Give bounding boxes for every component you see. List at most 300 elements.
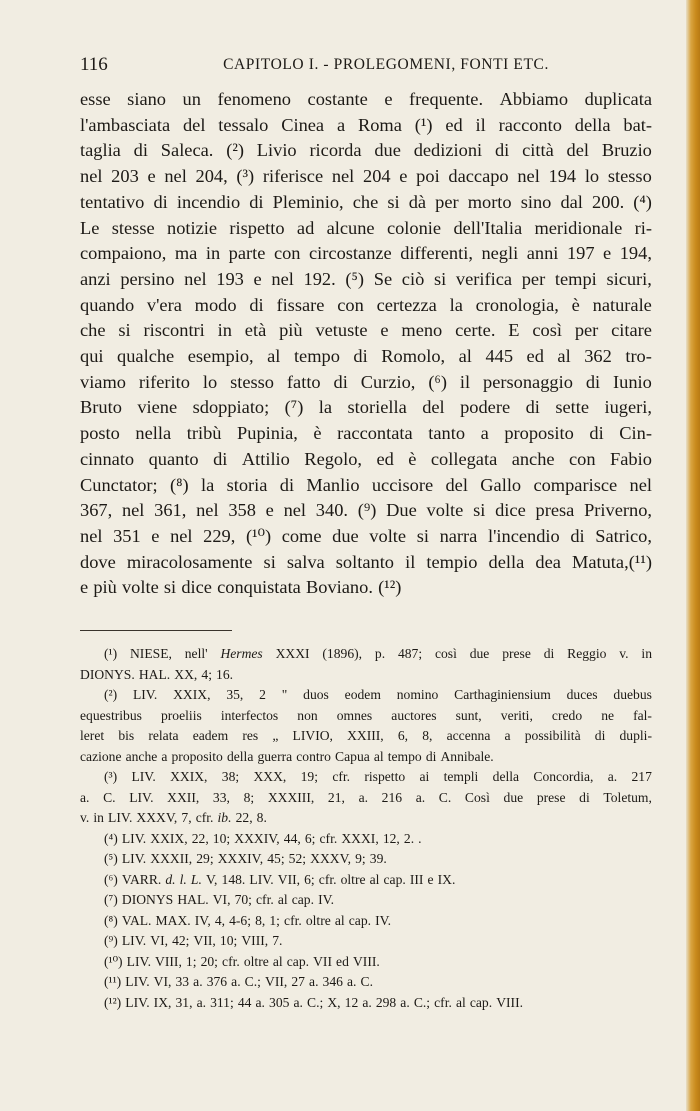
word: e <box>603 243 612 264</box>
word: di <box>589 423 604 444</box>
word: rispetto <box>229 217 285 238</box>
word: daccapo <box>448 166 509 187</box>
footnote-word: a. <box>80 789 90 805</box>
footnote-word: cap. <box>291 892 314 907</box>
footnote-word: proposito <box>171 748 223 764</box>
word: al <box>557 346 571 367</box>
footnote-word: contro <box>296 748 331 764</box>
footnote-word: cazione <box>80 748 122 764</box>
word: (⁷) <box>284 397 304 418</box>
word: parte <box>228 243 266 264</box>
word: cronologia, <box>475 294 559 315</box>
footnote-word: cfr. <box>195 810 214 825</box>
footnote-line <box>80 747 652 768</box>
footnote-word: LIV. <box>131 769 156 784</box>
word: come <box>281 525 322 546</box>
footnote-word: IX, <box>153 994 172 1010</box>
footnote-word: (¹) <box>104 646 118 661</box>
word: (⁸) <box>169 474 189 495</box>
word: circostanze <box>309 243 392 264</box>
footnote-word: 19; <box>300 769 318 784</box>
footnote-word: ne <box>601 707 615 723</box>
footnote-word: p. <box>374 646 386 661</box>
footnote-word: VII <box>313 953 332 969</box>
footnote-word: 6; <box>304 871 315 887</box>
word: per <box>435 191 459 212</box>
footnote-word: cfr. <box>284 912 302 928</box>
footnote-word: (⁷) <box>104 892 118 907</box>
footnote-word: in <box>641 646 652 661</box>
word: anni <box>526 243 559 264</box>
word: nel <box>80 166 103 187</box>
footnote-word: della <box>492 769 520 784</box>
footnote-word: cap. <box>286 953 310 969</box>
footnote-word: LIV. <box>126 953 151 969</box>
footnote-word: 29; <box>196 851 214 866</box>
footnote-word: v. <box>619 646 629 661</box>
footnote-word: cfr. <box>222 953 240 969</box>
footnote-word: veriti, <box>500 707 533 723</box>
word: poi <box>416 166 440 187</box>
word: E <box>508 320 520 341</box>
word: ri- <box>634 217 652 238</box>
footnote-word: 8, <box>255 912 266 928</box>
footnote-line <box>80 931 652 952</box>
word: fatto <box>286 371 321 392</box>
word: ciò <box>401 268 425 289</box>
text-line <box>80 344 652 370</box>
word: dove <box>80 551 116 572</box>
word: Matuta,(¹¹) <box>571 551 652 572</box>
footnote-word: LIV. <box>121 830 147 846</box>
footnote-word: e <box>427 871 434 887</box>
word: della <box>574 114 611 135</box>
footnote-word: di <box>543 646 555 661</box>
word: di <box>333 371 348 392</box>
footnote-word: IV. <box>318 892 335 907</box>
text-line <box>80 293 652 319</box>
word: alcune <box>326 217 375 238</box>
text-line <box>80 267 652 293</box>
word: di <box>249 191 264 212</box>
word: tentativo <box>80 191 145 212</box>
footnote-word: fal- <box>633 707 652 723</box>
text-line <box>80 395 652 421</box>
word: (⁴) <box>633 191 652 212</box>
footnote-word: VIII, <box>155 953 182 969</box>
footnote-word: DIONYS. <box>80 666 135 682</box>
word: vetuste <box>315 320 368 341</box>
footnote-word: VIII, <box>241 933 269 948</box>
word: si <box>263 551 276 572</box>
word: del <box>422 397 445 418</box>
footnote-word: 27 <box>291 974 305 989</box>
word: 193 <box>216 268 244 289</box>
word: l'incendio <box>487 525 560 546</box>
page-edge <box>686 0 700 1111</box>
word: incendio <box>176 191 241 212</box>
footnote-word: possibilità <box>524 728 581 743</box>
footnote-word: eodem <box>344 687 381 702</box>
footnote-word: sunt, <box>455 707 482 723</box>
word: Saleca. <box>160 140 214 161</box>
word: dice <box>495 500 526 521</box>
footnote-word: al <box>455 994 466 1010</box>
word: quando <box>80 294 135 315</box>
word: è <box>313 423 322 444</box>
word: si <box>163 577 177 598</box>
word: siano <box>127 89 166 109</box>
footnote-word: a. <box>347 974 357 989</box>
word: di <box>213 448 228 469</box>
footnote-word: 70; <box>234 892 252 907</box>
footnote-word: VII, <box>265 974 288 989</box>
word: Romolo, <box>381 346 446 367</box>
word: racconto <box>498 114 562 135</box>
word: lo <box>202 371 218 392</box>
word: meridionale <box>534 217 623 238</box>
footnote-word: XX, <box>174 666 198 682</box>
footnote-word: X, <box>327 994 341 1010</box>
word: è <box>408 448 417 469</box>
word: Abbiamo <box>499 89 569 109</box>
footnote-word: VIII. <box>352 953 380 969</box>
word: raccontata <box>337 423 413 444</box>
footnote-word: l. <box>179 871 187 887</box>
text-line <box>80 498 652 524</box>
word: 367, <box>80 500 113 521</box>
footnote-word: a. <box>255 994 265 1010</box>
footnote-word: IX. <box>437 871 456 887</box>
word: e <box>265 500 274 521</box>
footnote-word: XXXIV, <box>234 830 280 846</box>
word: quanto <box>148 448 199 469</box>
word: nel <box>331 166 355 187</box>
word: 362 <box>584 346 612 367</box>
word: differenti, <box>400 243 473 264</box>
word: conquistata <box>217 577 301 598</box>
word: di <box>133 140 148 161</box>
word: a <box>336 114 346 135</box>
footnote-word: prese <box>502 646 531 661</box>
footnote-word: prese <box>536 789 566 805</box>
word: nel <box>629 474 652 495</box>
footnote-word: HAL. <box>177 892 209 907</box>
footnote-word: VII, <box>193 933 216 948</box>
footnote-word: a. <box>362 994 372 1010</box>
footnote-word: (²) <box>104 687 118 702</box>
word: il <box>405 551 416 572</box>
word: compaiono, <box>80 243 167 264</box>
word: dà <box>408 191 427 212</box>
word: certezza <box>376 294 437 315</box>
word: sicuri, <box>606 268 652 289</box>
footnote-word: duos <box>303 687 329 702</box>
running-head: CAPITOLO I. - PROLEGOMENI, FONTI ETC. <box>223 56 549 73</box>
word: 204, <box>195 166 228 187</box>
footnote-word: Toletum, <box>603 789 652 805</box>
word: Pupinia, <box>237 423 298 444</box>
footnote-word: cfr. <box>256 892 274 907</box>
footnote-word: 38; <box>221 769 240 784</box>
footnote-word: due <box>469 646 490 661</box>
word: posto <box>80 423 120 444</box>
footnote-word: rispetto <box>364 769 406 784</box>
word: (¹) <box>414 114 433 135</box>
word: naturale <box>592 294 652 315</box>
footnote-word: (⁴) <box>104 830 118 846</box>
footnote-word: 148. <box>221 871 246 887</box>
footnote-word: leret <box>80 728 105 743</box>
footnote-word: Così <box>464 789 490 805</box>
word: e <box>399 166 408 187</box>
word: è <box>571 294 580 315</box>
word: si <box>473 500 486 521</box>
word: e <box>253 268 262 289</box>
word: ed <box>526 346 544 367</box>
word: miracolosamente <box>126 551 253 572</box>
word: la <box>449 294 463 315</box>
word: del <box>445 474 468 495</box>
word: 197 <box>566 243 595 264</box>
footnote-word: 1; <box>185 953 197 969</box>
footnote-word: di <box>594 728 606 743</box>
footnote-word: LIV. <box>132 687 158 702</box>
footnote-word: auctores <box>391 707 437 723</box>
word: la <box>200 474 215 495</box>
footnote-word: XXIX, <box>150 830 188 846</box>
footnote-word: cap. <box>383 871 406 887</box>
footnote-word: HAL. <box>138 666 171 682</box>
word: Curzio, <box>360 371 416 392</box>
word: tro- <box>625 346 652 367</box>
word: soltanto <box>335 551 394 572</box>
word: dice <box>181 577 212 598</box>
word: costante <box>307 89 368 109</box>
word: la <box>318 397 333 418</box>
footnote-word: cfr. <box>319 830 338 846</box>
footnote-word: nomino <box>396 687 439 702</box>
word: ricorda <box>309 140 362 161</box>
footnote-word: 33 <box>175 974 190 989</box>
footnote-word: 33, <box>212 789 230 805</box>
word: Cin- <box>619 423 652 444</box>
word: 200. <box>592 191 625 212</box>
word: nel <box>184 268 207 289</box>
word: Le <box>80 217 100 238</box>
word: nel <box>283 500 307 521</box>
word: che <box>80 320 106 341</box>
word: collegata <box>430 448 498 469</box>
word: al <box>458 346 472 367</box>
footnote-line <box>80 726 652 747</box>
word: volte <box>369 525 407 546</box>
footnote-word: DIONYS <box>121 892 174 907</box>
word: del <box>182 114 206 135</box>
footnote-word: 487; <box>397 646 423 661</box>
word: dedizioni <box>413 140 483 161</box>
word: morto <box>467 191 512 212</box>
footnote-word: 217 <box>631 769 652 784</box>
footnote-word: ed <box>336 953 349 969</box>
footnote-word: VIII. <box>496 994 523 1010</box>
footnote-word: C.; <box>307 994 324 1010</box>
footnote-word: 311; <box>210 994 234 1010</box>
footnote-word: 346 <box>322 974 343 989</box>
word: narra <box>439 525 478 546</box>
word: il <box>459 371 471 392</box>
word: verifica <box>455 268 513 289</box>
footnote-word: IV, <box>194 912 211 928</box>
word: Bruto <box>80 397 122 418</box>
footnote-word: bis <box>118 728 135 743</box>
footnote-word: nell' <box>184 646 208 661</box>
word: notizie <box>167 217 218 238</box>
word: nel <box>164 166 187 187</box>
word: (⁹) <box>357 500 377 521</box>
word: lo <box>584 166 600 187</box>
word: due <box>332 525 359 546</box>
word: in <box>205 243 221 264</box>
word: per <box>574 320 599 341</box>
word: (¹⁰) <box>245 525 272 546</box>
word: 351 <box>113 525 141 546</box>
footnote-word: al <box>369 871 380 887</box>
word: nel <box>170 525 193 546</box>
word: taglia <box>80 140 121 161</box>
footnote-word: 21, <box>327 789 345 805</box>
footnote-word: XXXIV, <box>217 851 264 866</box>
footnote-word: Reggio <box>567 646 607 661</box>
footnote-word: 7. <box>272 933 283 948</box>
footnote-word: 20; <box>200 953 218 969</box>
footnote-word: 4; <box>201 666 212 682</box>
footnote-word: VAL. <box>121 912 152 928</box>
footnote-line <box>80 644 652 665</box>
word: (¹²) <box>378 577 402 598</box>
word: stesso <box>607 166 652 187</box>
word: stesso <box>230 371 275 392</box>
word: riferisce <box>262 166 324 187</box>
word: Priverno, <box>584 500 652 521</box>
word: con <box>337 294 364 315</box>
footnote-word: oltre <box>305 912 331 928</box>
word: 203 <box>111 166 139 187</box>
word: e <box>380 320 389 341</box>
word: con <box>569 448 596 469</box>
page-header <box>80 54 652 76</box>
word: cinnato <box>80 448 135 469</box>
word: e <box>147 166 156 187</box>
footnote-word: a. <box>196 994 207 1010</box>
footnote-word: al <box>334 912 345 928</box>
footnote-word: Concordia, <box>533 769 594 784</box>
footnote-line <box>80 972 652 993</box>
word: tempio <box>426 551 478 572</box>
word: nel <box>196 500 219 521</box>
footnote-word: LIV. <box>129 789 154 805</box>
word: di <box>494 140 510 161</box>
text-line <box>80 575 652 601</box>
footnote-word: 7, <box>181 810 192 825</box>
word: con <box>273 243 301 264</box>
word: età <box>244 320 267 341</box>
footnote-word: guerra <box>257 748 293 764</box>
footnote-word: 298 <box>375 994 397 1010</box>
word: qui <box>80 346 104 367</box>
word: viene <box>137 397 178 418</box>
footnote-line <box>80 829 652 850</box>
word: di <box>279 474 295 495</box>
word: di <box>353 346 368 367</box>
word: si <box>433 268 447 289</box>
footnote-word: 10; <box>219 933 238 948</box>
footnote-word: 8, <box>422 728 433 743</box>
footnote-word: Capua <box>335 748 370 764</box>
footnote-word: C.; <box>244 974 261 989</box>
word: tempi <box>554 268 597 289</box>
word: Regolo, <box>304 448 363 469</box>
word: tempo <box>293 346 340 367</box>
footnote-word: (³) <box>104 769 118 784</box>
footnote-word: 8; <box>243 789 255 805</box>
word: (²) <box>226 140 244 161</box>
word: Manlio <box>306 474 360 495</box>
footnote-word: due <box>503 789 524 805</box>
word: 194 <box>548 166 577 187</box>
word: (⁵) <box>345 268 365 289</box>
footnote-word: (¹¹) <box>104 974 122 989</box>
footnote-word: C. <box>438 789 452 805</box>
footnote-word: LIVIO, <box>292 728 333 743</box>
footnote-word: III <box>409 871 424 887</box>
word: Pleminio, <box>272 191 344 212</box>
word: a <box>480 423 489 444</box>
footnote-word: a <box>161 748 168 764</box>
word: Cunctator; <box>80 474 158 495</box>
footnote-word: XXIII, <box>347 728 384 743</box>
word: e <box>80 577 89 598</box>
word: tanto <box>428 423 466 444</box>
word: negli <box>481 243 519 264</box>
footnote-word: 9; <box>355 851 366 866</box>
word: ed <box>376 448 394 469</box>
footnote-line <box>80 767 652 788</box>
word: storia <box>226 474 268 495</box>
footnote-word: LIV. <box>249 871 274 887</box>
footnote-word: IV. <box>375 912 392 928</box>
footnote-word: 42; <box>172 933 190 948</box>
footnote-word: omnes <box>336 707 373 723</box>
word: sino <box>520 191 552 212</box>
footnote-word: a. <box>193 974 203 989</box>
footnote-word: 16. <box>216 666 234 682</box>
word: che <box>352 191 379 212</box>
footnote-word: 44, <box>283 830 301 846</box>
footnote-word: 6, <box>397 728 409 743</box>
footnote-word: LIV. <box>108 810 133 825</box>
footnote-word: 31, <box>175 994 193 1010</box>
word: in <box>217 320 232 341</box>
footnote-word: 52; <box>288 851 307 866</box>
text-line <box>80 550 652 576</box>
word: Roma <box>357 114 402 135</box>
word: duplicata <box>584 89 652 109</box>
page-number: 116 <box>80 54 108 75</box>
footnote-word: (⁵) <box>104 851 118 866</box>
word: tribù <box>186 423 222 444</box>
word: nel <box>121 500 145 521</box>
